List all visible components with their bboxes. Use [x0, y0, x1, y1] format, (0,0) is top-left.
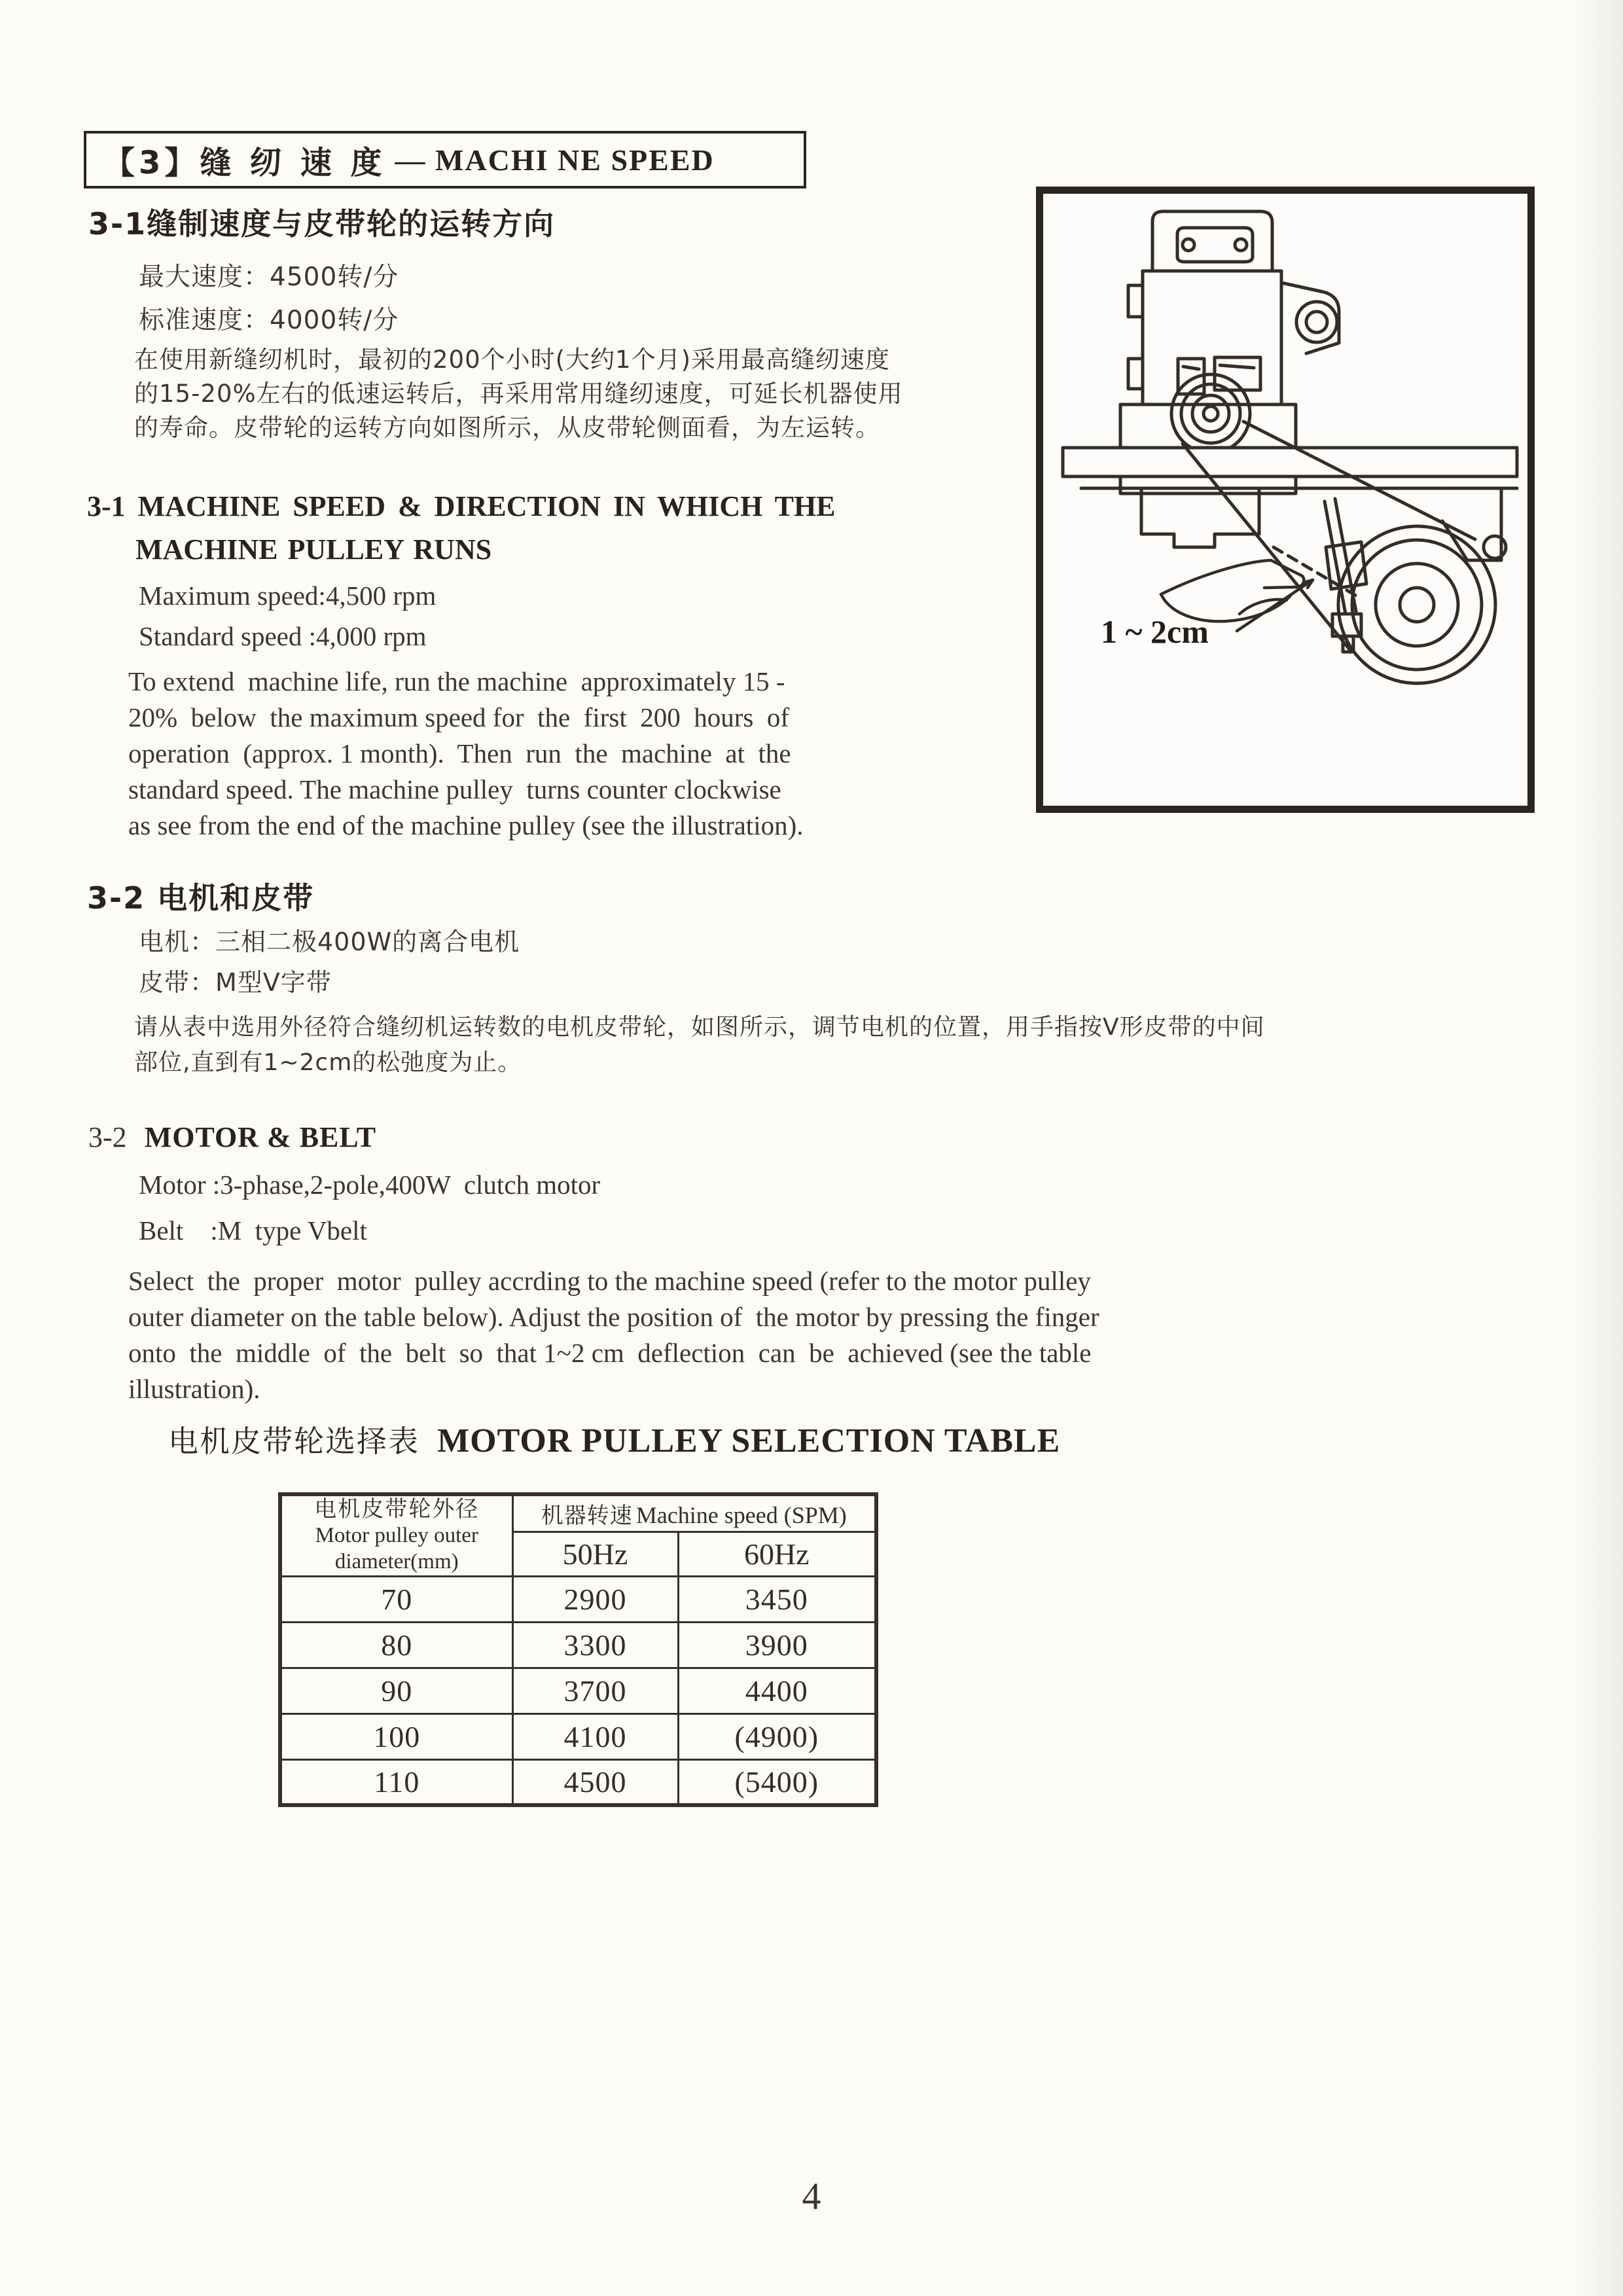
- para-3-1-cn: [134, 343, 903, 445]
- motor-spec-en: Motor :3-phase,2-pole,400W clutch motor: [139, 1170, 601, 1200]
- heading-3-1-en-line2: MACHINE PULLEY RUNS: [135, 533, 492, 565]
- belt-adjustment-figure: [1036, 187, 1535, 813]
- para-line: onto the middle of the belt so that 1~2 cm deflection can be achieved (see the table: [128, 1338, 1092, 1368]
- cell-diameter: 70: [280, 1576, 512, 1622]
- cell-60hz: 4400: [678, 1668, 876, 1713]
- col-header-diameter-en2: diameter(mm): [334, 1550, 459, 1574]
- table-title: [168, 1418, 1060, 1461]
- para-3-1-en: [128, 664, 804, 844]
- motor-spec-cn: 电机：三相二极400W的离合电机: [139, 927, 520, 956]
- para-line: 在使用新缝纫机时，最初的200个小时(大约1个月)采用最高缝纫速度: [134, 346, 891, 374]
- table-title-cn: 电机皮带轮选择表: [168, 1424, 419, 1459]
- section-title-cn: 【3】缝 纫 速 度: [103, 144, 386, 181]
- cell-60hz: 3450: [678, 1576, 876, 1622]
- col-header-speed-en: Machine speed (SPM): [635, 1501, 847, 1528]
- para-line: operation (approx. 1 month). Then run the machine at the: [128, 738, 791, 768]
- belt-spec-cn: 皮带：M型V字带: [139, 968, 332, 997]
- section-title-en: — MACHI NE SPEED: [395, 143, 715, 177]
- cell-50hz: 3700: [512, 1668, 678, 1713]
- machine-illustration: [1043, 194, 1527, 806]
- para-line: 请从表中选用外径符合缝纫机运转数的电机皮带轮，如图所示，调节电机的位置，用手指按V形皮带的中间: [134, 1014, 1265, 1041]
- max-speed-cn: 最大速度：4500转/分: [139, 262, 399, 292]
- para-line: 20% below the maximum speed for the first 200 hours of: [128, 702, 790, 732]
- deflection-label: 1 ~ 2cm: [1101, 613, 1209, 650]
- max-speed-en: Maximum speed:4,500 rpm: [139, 581, 437, 611]
- cell-50hz: 2900: [512, 1576, 678, 1622]
- table-row: [280, 1668, 876, 1713]
- std-speed-en: Standard speed :4,000 rpm: [139, 621, 427, 651]
- para-line: outer diameter on the table below). Adjust the position of the motor by pressing the finger: [128, 1302, 1099, 1332]
- table-row: [280, 1576, 876, 1622]
- page-number: 4: [802, 2175, 821, 2217]
- cell-50hz: 4100: [512, 1713, 678, 1759]
- para-line: To extend machine life, run the machine approximately 15 -: [128, 666, 785, 696]
- table-row: [280, 1713, 876, 1759]
- cell-60hz: (5400): [678, 1759, 876, 1805]
- heading-3-2-cn: 3-2 电机和皮带: [87, 880, 315, 916]
- heading-3-2-number: 3-2: [88, 1121, 127, 1153]
- para-line: 的寿命。皮带轮的运转方向如图所示，从皮带轮侧面看，为左运转。: [134, 414, 880, 442]
- para-line: 部位,直到有1~2cm的松弛度为止。: [134, 1049, 522, 1076]
- cell-diameter: 80: [280, 1622, 512, 1668]
- motor-pulley-selection-table: [278, 1492, 878, 1807]
- cell-diameter: 90: [280, 1668, 512, 1713]
- col-header-diameter-en1: Motor pulley outer: [315, 1524, 478, 1548]
- heading-3-2-en: [88, 1121, 376, 1154]
- std-speed-cn: 标准速度：4000转/分: [139, 306, 399, 335]
- table-row: [280, 1622, 876, 1668]
- heading-3-2-text: MOTOR & BELT: [144, 1121, 377, 1153]
- col-header-50hz: 50Hz: [512, 1532, 678, 1576]
- section-title-box: [84, 131, 806, 188]
- col-header-diameter-cn: 电机皮带轮外径: [314, 1496, 480, 1523]
- cell-60hz: (4900): [678, 1713, 876, 1759]
- cell-50hz: 3300: [512, 1622, 678, 1668]
- para-line: 的15-20%左右的低速运转后，再采用常用缝纫速度，可延长机器使用: [134, 380, 903, 408]
- scan-edge-shadow: [1577, 0, 1623, 2296]
- machine-pulley-icon: [1171, 374, 1250, 453]
- col-header-machine-speed: [512, 1494, 876, 1532]
- table-row: [280, 1759, 876, 1805]
- table-board: [1063, 448, 1517, 560]
- col-header-60hz: 60Hz: [678, 1532, 876, 1576]
- col-header-speed-cn: 机器转速: [541, 1502, 633, 1529]
- col-header-diameter: [280, 1494, 512, 1576]
- cell-60hz: 3900: [678, 1622, 876, 1668]
- para-3-2-cn: [134, 1010, 1265, 1081]
- table-title-en: MOTOR PULLEY SELECTION TABLE: [437, 1422, 1061, 1460]
- para-line: Select the proper motor pulley accrding to the machine speed (refer to the motor pulley: [128, 1266, 1091, 1296]
- para-3-2-en: [128, 1263, 1099, 1407]
- para-line: as see from the end of the machine pulley (see the illustration).: [128, 810, 804, 840]
- cell-diameter: 110: [280, 1759, 512, 1805]
- heading-3-1-cn: 3-1缝制速度与皮带轮的运转方向: [88, 206, 556, 242]
- heading-3-1-en-line1: 3-1 MACHINE SPEED & DIRECTION IN WHICH THE: [87, 490, 836, 522]
- cell-diameter: 100: [280, 1713, 512, 1759]
- para-line: illustration).: [128, 1374, 260, 1404]
- para-line: standard speed. The machine pulley turns counter clockwise: [128, 774, 781, 804]
- cell-50hz: 4500: [512, 1759, 678, 1805]
- belt-spec-en: Belt :M type Vbelt: [139, 1215, 367, 1246]
